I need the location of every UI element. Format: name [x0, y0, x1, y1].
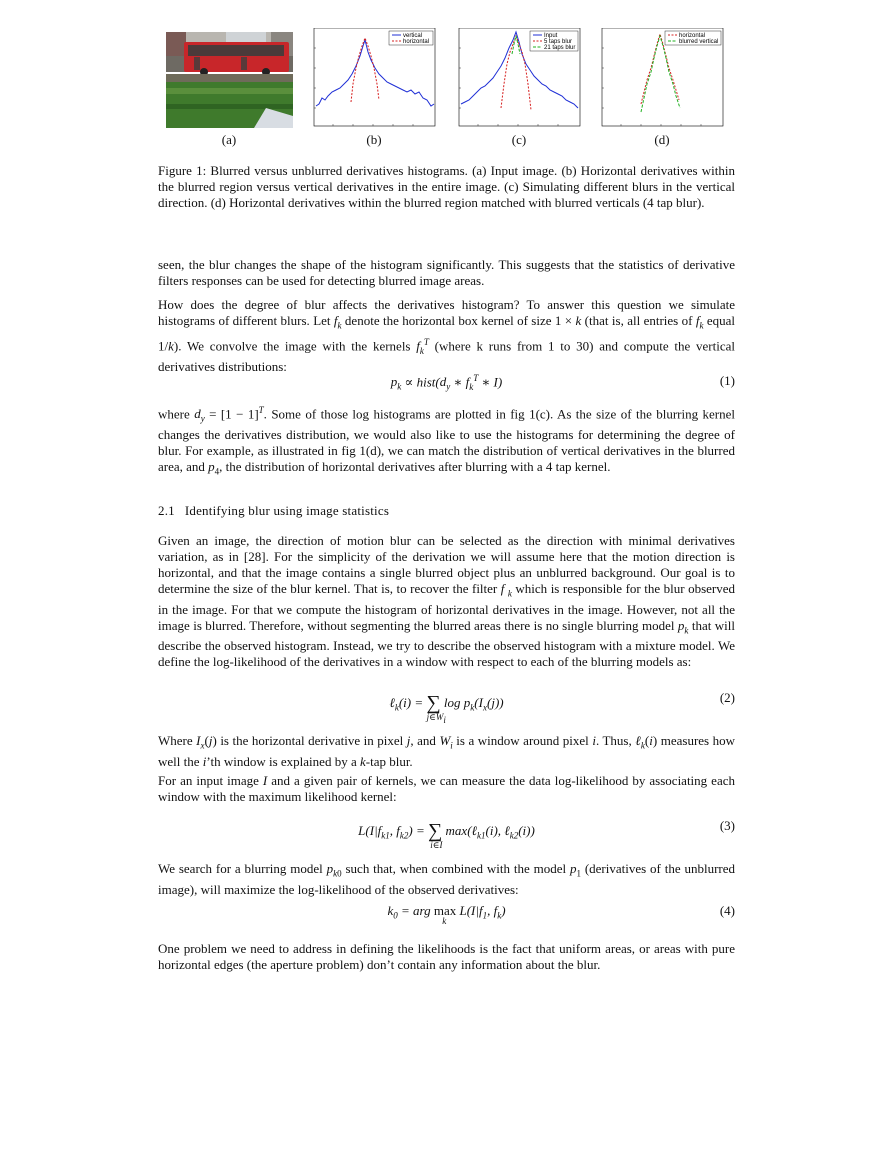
- panel-b-label: (b): [366, 132, 382, 147]
- panel-c-label: (c): [511, 132, 527, 147]
- paragraph-8: One problem we need to address in defining the likelihoods is the fact that uniform areas, or areas with pure horizontal edges (the aperture problem) don’t contain any information about the blur.: [158, 941, 735, 972]
- panel-a-label: (a): [221, 132, 237, 147]
- equation-2: ℓ$_k$(i) = ∑ $j\in W_i$ $\log p_k(I_x(j))$ (2): [389, 690, 735, 725]
- panel-d-label: (d): [654, 132, 670, 147]
- legend-vertical: vertical: [403, 33, 423, 39]
- section-heading: [158, 503, 389, 519]
- paragraph-5: Where $I_x(j)$ is the horizontal derivative in pixel j, and $W_i$ is a window around pixel i. Thus, ℓ$_k$(i) measures how well the i’th window is explained by a k-tap blur.: [158, 733, 736, 769]
- equation-1: $p_k$ ∝ $hist(d_y$ ∗ $f_k^T$ ∗ I) (1): [390, 373, 735, 392]
- chart-d: [601, 28, 725, 128]
- paragraph-3: where $d_y = [1 - 1]^T$. Some of those log histograms are plotted in fig 1(c). As the size of the blurring kernel changes the derivatives distribution, we would also like to use the histograms for determining the degree of blur. For example, as illustrated in fig 1(d), we can match the distribution of vertical derivatives in the blurred area, and $p_4$, the distribution of horizontal derivatives after blurring with a 4 tap kernel.: [158, 405, 736, 477]
- equation-4-number: (4): [719, 903, 735, 918]
- equation-3-number: (3): [719, 818, 735, 833]
- paragraph-1: seen, the blur changes the shape of the histogram significantly. This suggests that the statistics of derivative filters responses can be used for detecting blurred image areas.: [158, 257, 735, 288]
- equation-2-number: (2): [719, 690, 735, 705]
- legend-blurred-vertical: blurred vertical: [679, 39, 719, 45]
- legend-horizontal-d: horizontal: [679, 33, 706, 39]
- legend-5-taps: 5 taps blur: [544, 39, 573, 45]
- panel-b: [313, 28, 435, 147]
- section-title: Identifying blur using image statistics: [184, 503, 390, 518]
- section-number: 2.1: [158, 503, 175, 518]
- equation-4: $k_0$ = arg max k $L(I|f_1$, $f_k$) (4): [387, 903, 735, 926]
- paragraph-2: How does the degree of blur affects the derivatives histogram? To answer this question we simulate histograms of different blurs. Let $f_k$ denote the horizontal box kernel of size 1 × k (that is, all entries of $f_k$ equal 1/k). We convolve the image with the kernels $f_k^T$ (where k runs from 1 to 30) and compute the vertical derivatives distributions:: [158, 297, 736, 374]
- equation-3: $L(I|f_{k1}$, $f_{k2}$) = ∑ i∈I max(ℓ$_{k1}$(i), ℓ$_{k2}$(i)) (3): [358, 818, 735, 850]
- chart-b: [313, 28, 437, 128]
- panel-c: [458, 28, 580, 147]
- paragraph-6: For an input image I and a given pair of kernels, we can measure the data log-likelihood by associating each window with the maximum likelihood kernel:: [158, 773, 735, 804]
- input-image: [166, 32, 293, 128]
- paragraph-4: Given an image, the direction of motion blur can be selected as the direction with minimal derivatives variation, as in [28]. For the simplicity of the derivation we will assume here that the motion direction is horizontal, and that the image contains a single blurred object plus an unblurred background. Our goal is to determine the size of the blur kernel. That is, to recover the filter f $_k$ which is responsible for the blur observed in the image. For that we compute the histogram of horizontal derivatives in the image. However, not all the image is blurred. Therefore, without segmenting the blurred areas there is no single blurring model $p_k$ that will describe the observed histogram. Instead, we try to describe the observed histogram with a mixture model. We define the log-likelihood of the derivatives in a window with respect to each of the blurring models as:: [158, 533, 736, 670]
- equation-1-number: (1): [719, 373, 735, 388]
- figure-1: [158, 28, 735, 150]
- legend-21-taps: 21 taps blur: [544, 45, 576, 51]
- figure-caption: Figure 1: Blurred versus unblurred derivatives histograms. (a) Input image. (b) Horizontal derivatives within the blurred region versus vertical derivatives in the entire image. (c) Simulating different blurs in the vertical direction. (d) Horizontal derivatives within the blurred region matched with blurred verticals (4 tap blur).: [158, 163, 735, 210]
- legend-input: Input: [544, 33, 558, 39]
- chart-c: [458, 28, 582, 128]
- legend-horizontal: horizontal: [403, 39, 430, 45]
- paragraph-7: We search for a blurring model $p_{k0}$ such that, when combined with the model $p_1$ (derivatives of the unblurred image), will maximize the log-likelihood of the observed derivatives:: [158, 861, 735, 897]
- panel-d: [601, 28, 723, 147]
